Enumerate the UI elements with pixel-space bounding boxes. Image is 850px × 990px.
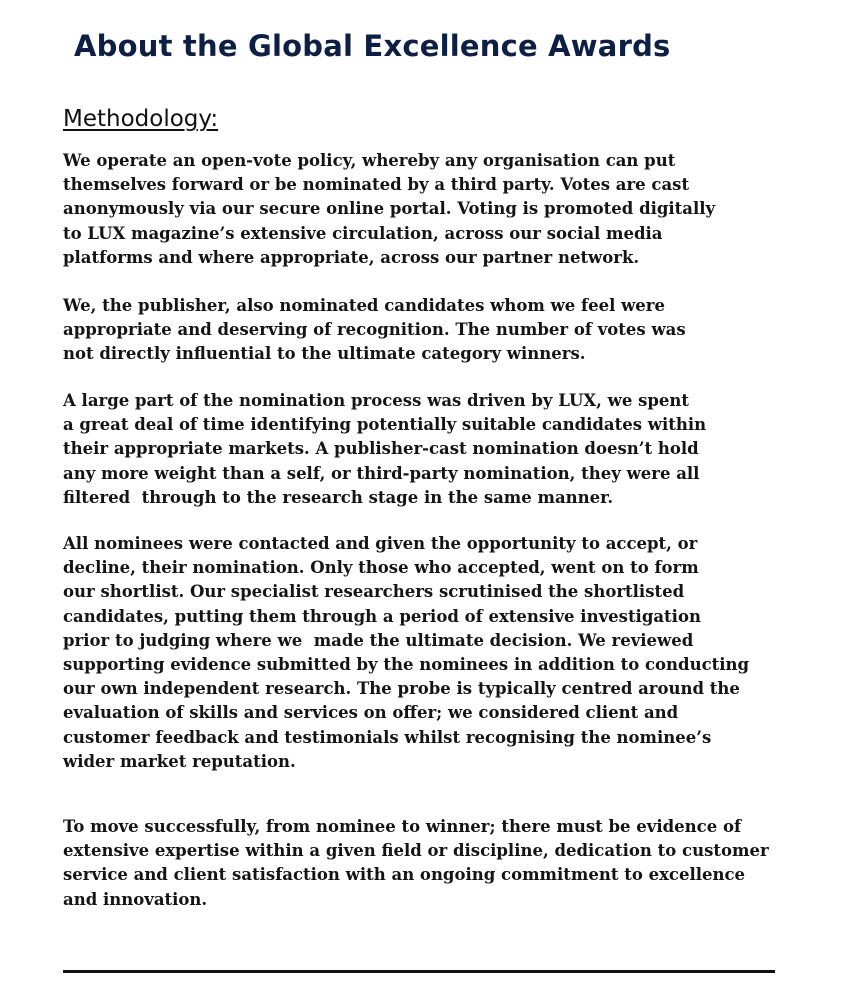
- section-heading-methodology: Methodology:: [63, 106, 219, 132]
- paragraph-nomination-process: A large part of the nomination process was driven by LUX, we spent a great deal of time identifying potentially suitable candidates within their appropriate markets. A publisher-cast nomination doesn’t hold any more weight than a self, or third-party nomination, they were all filtered through to the research stage in the same manner.: [63, 391, 707, 507]
- page-title: About the Global Excellence Awards: [74, 29, 671, 63]
- paragraph-publisher-nominations: We, the publisher, also nominated candidates whom we feel were appropriate and deserving of recognition. The number of votes was not directly influential to the ultimate category winners.: [63, 296, 686, 364]
- footer-divider: [63, 970, 775, 973]
- paragraph-research-and-judging: All nominees were contacted and given the opportunity to accept, or decline, their nomination. Only those who accepted, went on to form our shortlist. Our specialist researchers scrutinised the shortlisted candidates, putting them through a period of extensive investigation prior to judging where we made the ultimate decision. We reviewed supporting evidence submitted by the nominees in addition to conducting our own independent research. The probe is typically centred around the evaluation of skills and services on offer; we considered client and customer feedback and testimonials whilst recognising the nominee’s wider market reputation.: [63, 534, 750, 771]
- paragraph-winner-criteria: To move successfully, from nominee to winner; there must be evidence of extensive expertise within a given field or discipline, dedication to customer service and client satisfaction with an ongoing commitment to excellence and innovation.: [63, 817, 769, 909]
- paragraph-open-vote-policy: We operate an open-vote policy, whereby any organisation can put themselves forward or be nominated by a third party. Votes are cast anonymously via our secure online portal. Voting is promoted digitally to LUX magazine’s extensive circulation, across our social media platforms and where appropriate, across our partner network.: [63, 151, 716, 267]
